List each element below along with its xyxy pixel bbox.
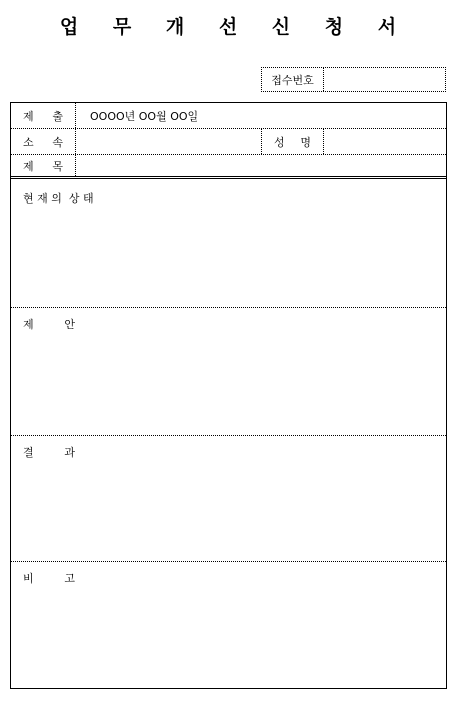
submission-row bbox=[11, 103, 446, 129]
current-state-label-text: 현 재 의 상 태 bbox=[23, 192, 94, 205]
proposal-label bbox=[23, 316, 75, 332]
department-label-a: 소 bbox=[23, 135, 34, 149]
submission-date-field[interactable]: OOOO년 OO월 OO일 bbox=[90, 109, 199, 123]
remarks-section[interactable] bbox=[11, 562, 446, 688]
result-label bbox=[23, 444, 75, 460]
receipt-number-box bbox=[261, 67, 446, 92]
department-label-cell bbox=[11, 129, 76, 154]
submission-label-a: 제 bbox=[23, 109, 34, 123]
name-label-a: 성 bbox=[274, 135, 285, 149]
submission-label-cell bbox=[11, 103, 76, 128]
result-section[interactable] bbox=[11, 436, 446, 562]
current-state-section[interactable] bbox=[11, 182, 446, 308]
application-form bbox=[10, 102, 447, 689]
proposal-section[interactable] bbox=[11, 308, 446, 436]
document-title: 업 무 개 선 신 청 서 bbox=[59, 16, 411, 38]
receipt-number-label: 접수번호 bbox=[262, 68, 324, 91]
proposal-label-a: 제 bbox=[23, 318, 34, 331]
result-label-b: 과 bbox=[64, 446, 75, 459]
subject-label-cell bbox=[11, 155, 76, 176]
submission-label-b: 출 bbox=[52, 109, 63, 123]
subject-row bbox=[11, 155, 446, 179]
receipt-number-field[interactable] bbox=[324, 68, 445, 91]
department-label-b: 속 bbox=[52, 135, 63, 149]
name-label-cell bbox=[261, 129, 324, 154]
remarks-label-a: 비 bbox=[23, 572, 34, 585]
result-label-a: 결 bbox=[23, 446, 34, 459]
subject-label-b: 목 bbox=[52, 159, 63, 173]
remarks-label-b: 고 bbox=[64, 572, 75, 585]
remarks-label bbox=[23, 570, 75, 586]
subject-label-a: 제 bbox=[23, 159, 34, 173]
department-row bbox=[11, 129, 446, 155]
name-label-b: 명 bbox=[300, 135, 311, 149]
proposal-label-b: 안 bbox=[64, 318, 75, 331]
current-state-label bbox=[23, 190, 103, 206]
